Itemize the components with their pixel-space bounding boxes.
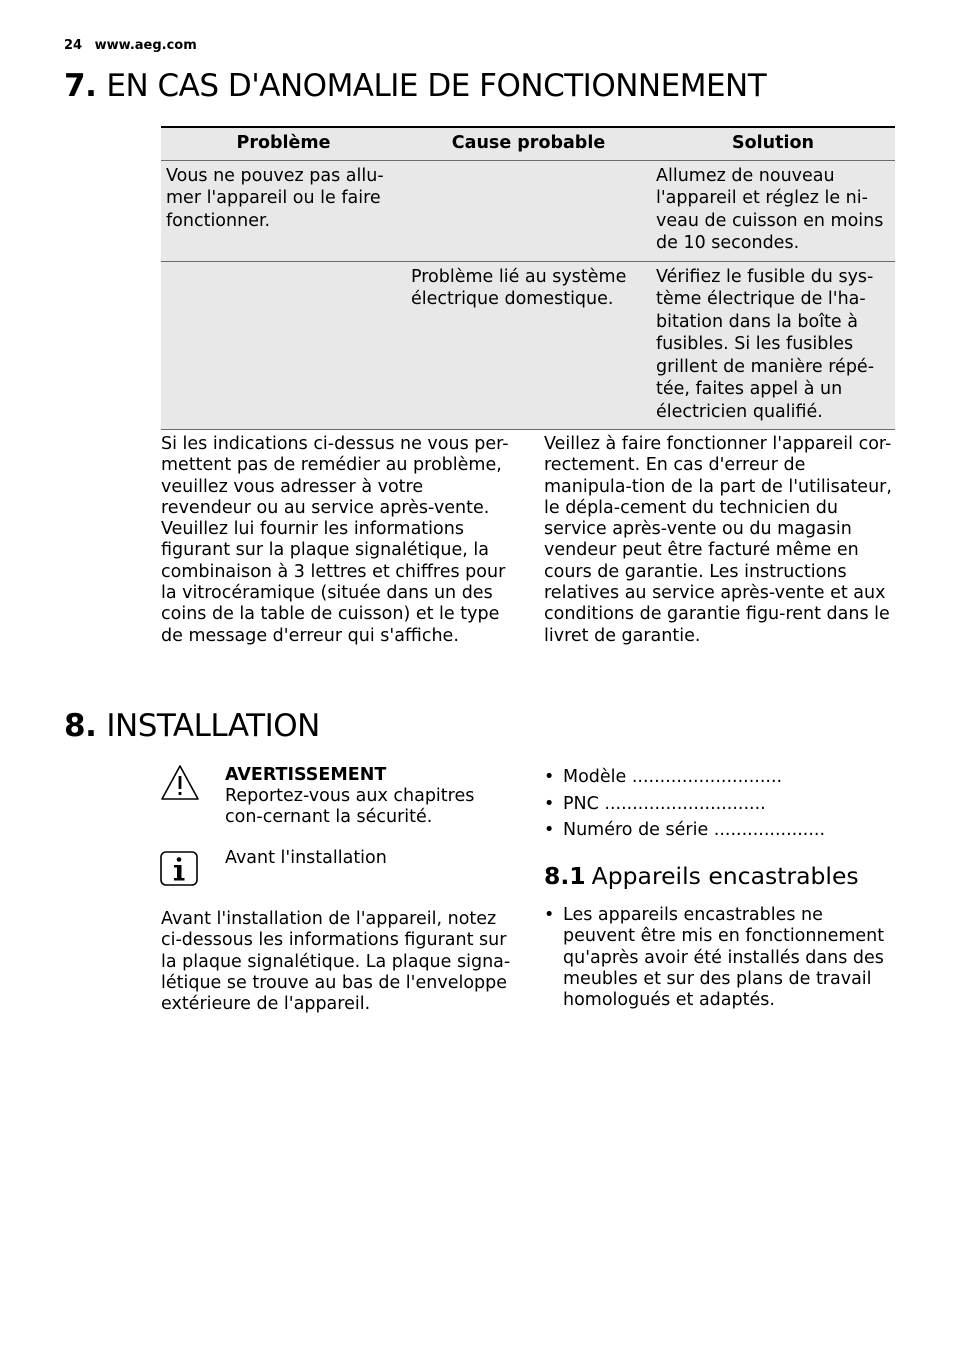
warning-text: Reportez-vous aux chapitres con-cernant la sécurité.	[225, 786, 475, 827]
cell-cause	[406, 160, 651, 261]
cell-problem	[161, 261, 406, 430]
table-row	[161, 261, 895, 430]
subsection-title: Appareils encastrables	[591, 862, 859, 890]
section-8-heading	[64, 708, 320, 744]
subsection-number: 8.1	[544, 862, 586, 890]
header-problem: Problème	[161, 127, 406, 160]
list-item: • Les appareils encastrables ne peuvent être mis en fonctionnement qu'après avoir été installés dans des meubles et sur des plans de travail homologués et adaptés.	[544, 905, 900, 1011]
section-8-title: INSTALLATION	[106, 708, 320, 744]
section-7-title: EN CAS D'ANOMALIE DE FONCTIONNEMENT	[106, 68, 767, 104]
rating-plate-fields	[544, 764, 825, 844]
list-item: • Modèle ...........................	[544, 764, 825, 791]
cell-problem: Vous ne pouvez pas allu-mer l'appareil ou le faire fonctionner.	[161, 160, 406, 261]
header-solution: Solution	[651, 127, 895, 160]
troubleshooting-table	[161, 126, 895, 430]
warning-triangle-icon	[160, 764, 200, 806]
table-row	[161, 160, 895, 261]
warranty-paragraph: Veillez à faire fonctionner l'appareil cor-rectement. En cas d'erreur de manipula-tion de la part de l'utilisateur, le dépla-cement du technicien du service après-vente ou du magasin vendeur peut être facturé même en cours de garantie. Les instructions relatives au service après-vente et aux conditions de garantie figu-rent dans le livret de garantie.	[544, 434, 892, 646]
cell-solution: Allumez de nouveau l'appareil et réglez le ni-veau de cuisson en moins de 10 secondes.	[651, 160, 895, 261]
header-cause: Cause probable	[406, 127, 651, 160]
warning-block	[225, 765, 515, 828]
subsection-8-1-heading	[544, 862, 859, 890]
cell-cause: Problème lié au système électrique domestique.	[406, 261, 651, 430]
installation-paragraph: Avant l'installation de l'appareil, notez ci-dessous les informations figurant sur la plaque signalétique. La plaque signa-létique se trouve au bas de l'enveloppe extérieure de l'appareil.	[161, 909, 511, 1015]
info-text: Avant l'installation	[225, 848, 387, 868]
section-7-heading	[64, 68, 766, 104]
info-icon	[160, 851, 200, 891]
section-8-number: 8.	[64, 708, 97, 744]
list-item: • Numéro de série ....................	[544, 817, 825, 844]
table-header-row	[161, 127, 895, 160]
list-item: • PNC .............................	[544, 791, 825, 818]
cell-solution: Vérifiez le fusible du sys-tème électrique de l'ha-bitation dans la boîte à fusibles. Si les fusibles grillent de manière répé-tée, faites appel à un électricien qualifié.	[651, 261, 895, 430]
support-paragraph: Si les indications ci-dessus ne vous per-mettent pas de remédier au problème, veuillez vous adresser à votre revendeur ou au service après-vente. Veuillez lui fournir les informations figurant sur la plaque signalétique, la combinaison à 3 lettres et chiffres pour la vitrocéramique (située dans un des coins de la table de cuisson) et le type de message d'erreur qui s'affiche.	[161, 434, 509, 646]
page-header	[64, 38, 197, 53]
warning-title: AVERTISSEMENT	[225, 765, 387, 785]
page-number: 24	[64, 38, 83, 53]
website-url[interactable]: www.aeg.com	[94, 38, 197, 53]
built-in-appliances-list	[544, 905, 900, 1011]
section-7-number: 7.	[64, 68, 97, 104]
